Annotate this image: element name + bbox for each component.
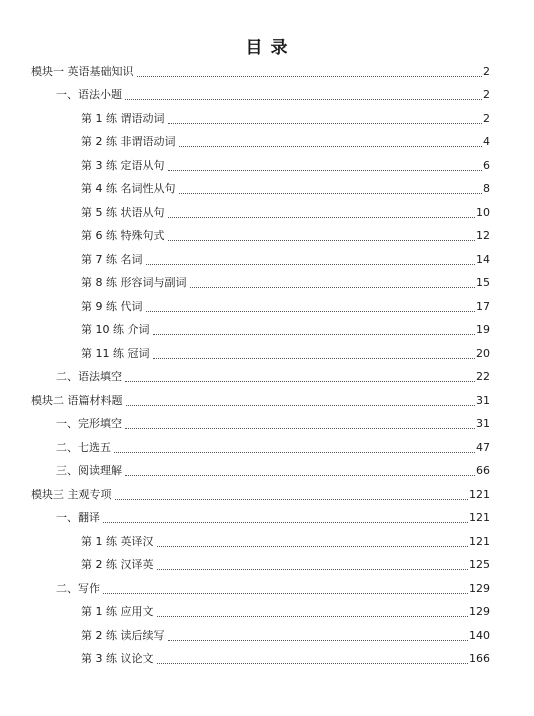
toc-entry-exercise[interactable] [0,319,534,343]
toc-entry-page: 4 [483,135,490,149]
dot-leader [157,615,469,617]
toc-entry-page: 17 [476,299,490,313]
dot-leader [146,310,476,312]
toc-entry-page: 2 [483,64,490,78]
toc-entry-label: 模块三 主观专项 [31,487,112,501]
toc-entry-page: 47 [476,440,490,454]
toc-entry-label: 一、完形填空 [56,417,122,431]
toc-entry-page: 31 [476,393,490,407]
toc-entry-page: 20 [476,346,490,360]
toc-entry-module[interactable] [0,60,534,84]
dot-leader [115,498,469,500]
toc-entry-label: 三、阅读理解 [56,464,122,478]
dot-leader [153,357,476,359]
toc-entry-section[interactable] [0,366,534,390]
toc-entry-page: 14 [476,252,490,266]
toc-entry-section[interactable] [0,507,534,531]
toc-entry-page: 22 [476,370,490,384]
toc-entry-page: 31 [476,417,490,431]
toc-entry-page: 129 [469,605,490,619]
toc-entry-exercise[interactable] [0,178,534,202]
toc-entry-label: 二、写作 [56,581,100,595]
toc-entry-page: 2 [483,111,490,125]
toc-entry-label: 二、语法填空 [56,370,122,384]
dot-leader [114,451,475,453]
toc-entry-label: 一、语法小题 [56,88,122,102]
toc-entry-exercise[interactable] [0,601,534,625]
toc-entry-label: 第 3 练 议论文 [81,652,154,666]
toc-entry-page: 8 [483,182,490,196]
toc-entry-section[interactable] [0,436,534,460]
toc-entry-page: 6 [483,158,490,172]
dot-leader [179,192,483,194]
toc-entry-exercise[interactable] [0,154,534,178]
toc-entry-exercise[interactable] [0,554,534,578]
toc-entry-label: 第 6 练 特殊句式 [81,229,165,243]
toc-entry-exercise[interactable] [0,201,534,225]
toc-entry-page: 121 [469,511,490,525]
dot-leader [157,545,469,547]
toc-entry-page: 66 [476,464,490,478]
dot-leader [157,662,469,664]
toc-entry-page: 2 [483,88,490,102]
toc-entry-section[interactable] [0,460,534,484]
toc-entry-section[interactable] [0,577,534,601]
dot-leader [103,592,468,594]
toc-title: 目 录 [245,38,289,58]
dot-leader [179,145,483,147]
toc-entry-label: 第 9 练 代词 [81,299,143,313]
toc-entry-exercise[interactable] [0,530,534,554]
dot-leader [146,263,476,265]
toc-entry-label: 第 8 练 形容词与副词 [81,276,187,290]
toc-entry-page: 10 [476,205,490,219]
toc-entry-page: 121 [469,487,490,501]
toc-entry-page: 166 [469,652,490,666]
toc-entry-label: 第 5 练 状语从句 [81,205,165,219]
dot-leader [103,521,468,523]
dot-leader [168,216,476,218]
toc-entry-page: 12 [476,229,490,243]
dot-leader [137,75,483,77]
toc-entry-label: 第 1 练 谓语动词 [81,111,165,125]
toc-entry-label: 第 2 练 汉译英 [81,558,154,572]
toc-entry-label: 第 4 练 名词性从句 [81,182,176,196]
toc-entry-label: 二、七选五 [56,440,111,454]
toc-entry-section[interactable] [0,413,534,437]
toc-entry-label: 第 1 练 应用文 [81,605,154,619]
toc-entry-exercise[interactable] [0,624,534,648]
toc-entry-page: 121 [469,534,490,548]
toc-entry-exercise[interactable] [0,225,534,249]
dot-leader [125,380,475,382]
toc-entry-page: 19 [476,323,490,337]
toc-entry-exercise[interactable] [0,107,534,131]
toc-entry-section[interactable] [0,84,534,108]
dot-leader [157,568,469,570]
toc-entry-module[interactable] [0,389,534,413]
toc-list [0,60,534,671]
toc-entry-label: 第 7 练 名词 [81,252,143,266]
dot-leader [168,122,483,124]
dot-leader [125,474,475,476]
dot-leader [190,286,476,288]
dot-leader [153,333,476,335]
dot-leader [168,239,476,241]
toc-entry-page: 140 [469,628,490,642]
toc-entry-label: 模块二 语篇材料题 [31,393,123,407]
toc-entry-label: 第 11 练 冠词 [81,346,150,360]
toc-entry-exercise[interactable] [0,131,534,155]
toc-entry-exercise[interactable] [0,248,534,272]
toc-entry-label: 一、翻译 [56,511,100,525]
dot-leader [126,404,476,406]
dot-leader [168,169,483,171]
toc-entry-module[interactable] [0,483,534,507]
dot-leader [168,639,469,641]
toc-entry-label: 第 1 练 英译汉 [81,534,154,548]
toc-entry-exercise[interactable] [0,648,534,672]
toc-entry-page: 129 [469,581,490,595]
toc-entry-exercise[interactable] [0,272,534,296]
toc-entry-label: 第 2 练 读后续写 [81,628,165,642]
toc-entry-label: 模块一 英语基础知识 [31,64,134,78]
toc-entry-page: 125 [469,558,490,572]
dot-leader [125,98,482,100]
toc-entry-exercise[interactable] [0,295,534,319]
toc-entry-exercise[interactable] [0,342,534,366]
toc-entry-label: 第 10 练 介词 [81,323,150,337]
dot-leader [125,427,475,429]
toc-entry-label: 第 3 练 定语从句 [81,158,165,172]
toc-entry-label: 第 2 练 非谓语动词 [81,135,176,149]
toc-entry-page: 15 [476,276,490,290]
